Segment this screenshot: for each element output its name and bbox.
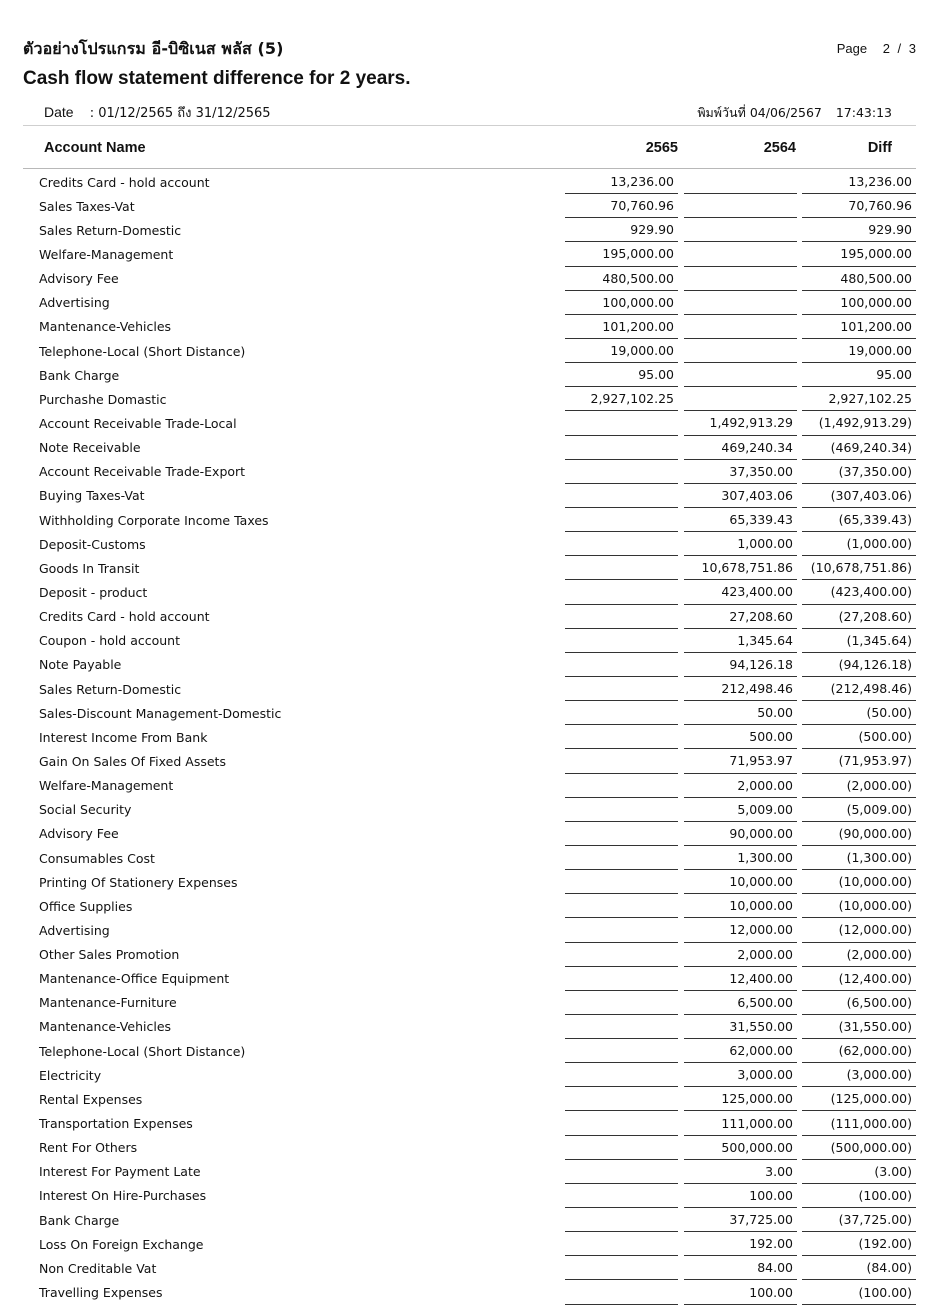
- table-row: [23, 943, 916, 967]
- amount-2565-cell: 95.00: [565, 363, 678, 387]
- table-row: [23, 1087, 916, 1111]
- account-name-cell: Bank Charge: [39, 367, 120, 383]
- amount-diff-cell: (500,000.00): [802, 1136, 916, 1160]
- table-row: [23, 556, 916, 580]
- amount-2564-cell: 2,000.00: [684, 943, 797, 967]
- amount-2564-cell: 10,678,751.86: [684, 556, 797, 580]
- amount-2565-cell: [565, 1160, 678, 1184]
- amount-2564-cell: [684, 242, 797, 266]
- table-row: [23, 218, 916, 242]
- table-row: [23, 1280, 916, 1304]
- amount-2565-cell: [565, 1256, 678, 1280]
- table-row: [23, 170, 916, 194]
- account-name-cell: Social Security: [39, 802, 132, 818]
- amount-2565-cell: [565, 1208, 678, 1232]
- amount-2564-cell: 12,400.00: [684, 967, 797, 991]
- account-name-cell: Rent For Others: [39, 1140, 138, 1156]
- amount-diff-cell: (37,350.00): [802, 460, 916, 484]
- amount-2565-cell: [565, 701, 678, 725]
- amount-2565-cell: [565, 629, 678, 653]
- amount-2564-cell: 469,240.34: [684, 436, 797, 460]
- table-row: [23, 484, 916, 508]
- amount-2565-cell: [565, 1111, 678, 1135]
- amount-diff-cell: (423,400.00): [802, 580, 916, 604]
- column-header-diff: Diff: [867, 140, 892, 156]
- amount-2565-cell: 13,236.00: [565, 170, 678, 194]
- table-row: [23, 291, 916, 315]
- column-header-year-2565: 2565: [645, 140, 678, 156]
- amount-2564-cell: 3.00: [684, 1160, 797, 1184]
- table-row: [23, 1208, 916, 1232]
- amount-diff-cell: (90,000.00): [802, 822, 916, 846]
- amount-2565-cell: [565, 894, 678, 918]
- table-row: [23, 387, 916, 411]
- table-row: [23, 918, 916, 942]
- amount-2564-cell: 212,498.46: [684, 677, 797, 701]
- table-row: [23, 701, 916, 725]
- account-name-cell: Non Creditable Vat: [39, 1260, 157, 1276]
- amount-2565-cell: [565, 460, 678, 484]
- amount-2564-cell: 10,000.00: [684, 894, 797, 918]
- account-name-cell: Mantenance-Vehicles: [39, 319, 172, 335]
- table-row: [23, 1184, 916, 1208]
- amount-2565-cell: [565, 918, 678, 942]
- account-name-cell: Printing Of Stationery Expenses: [39, 874, 238, 890]
- amount-diff-cell: (50.00): [802, 701, 916, 725]
- amount-diff-cell: (62,000.00): [802, 1039, 916, 1063]
- amount-diff-cell: (1,300.00): [802, 846, 916, 870]
- account-name-cell: Office Supplies: [39, 898, 133, 914]
- account-name-cell: Deposit - product: [39, 584, 148, 600]
- amount-2565-cell: 480,500.00: [565, 267, 678, 291]
- amount-2565-cell: 70,760.96: [565, 194, 678, 218]
- amount-diff-cell: (2,000.00): [802, 774, 916, 798]
- amount-diff-cell: (31,550.00): [802, 1015, 916, 1039]
- amount-2565-cell: [565, 725, 678, 749]
- amount-2565-cell: [565, 822, 678, 846]
- amount-diff-cell: (12,000.00): [802, 918, 916, 942]
- amount-diff-cell: (469,240.34): [802, 436, 916, 460]
- account-name-cell: Electricity: [39, 1067, 102, 1083]
- account-name-cell: Transportation Expenses: [39, 1116, 193, 1132]
- amount-2565-cell: [565, 798, 678, 822]
- amount-2565-cell: 929.90: [565, 218, 678, 242]
- report-title: Cash flow statement difference for 2 years.: [23, 68, 411, 89]
- table-row: [23, 411, 916, 435]
- amount-2565-cell: [565, 1015, 678, 1039]
- amount-diff-cell: (37,725.00): [802, 1208, 916, 1232]
- account-name-cell: Interest On Hire-Purchases: [39, 1188, 207, 1204]
- amount-diff-cell: 101,200.00: [802, 315, 916, 339]
- date-range: : 01/12/2565 ถึง 31/12/2565: [89, 106, 271, 121]
- account-name-cell: Purchashe Domastic: [39, 391, 167, 407]
- account-name-cell: Advisory Fee: [39, 271, 119, 287]
- amount-2565-cell: [565, 943, 678, 967]
- amount-diff-cell: 100,000.00: [802, 291, 916, 315]
- amount-2564-cell: [684, 339, 797, 363]
- amount-2564-cell: 62,000.00: [684, 1039, 797, 1063]
- amount-2564-cell: 27,208.60: [684, 605, 797, 629]
- table-row: [23, 629, 916, 653]
- amount-2564-cell: 192.00: [684, 1232, 797, 1256]
- amount-diff-cell: (500.00): [802, 725, 916, 749]
- table-row: [23, 363, 916, 387]
- account-name-cell: Withholding Corporate Income Taxes: [39, 512, 269, 528]
- table-row: [23, 508, 916, 532]
- header-divider-top: [23, 125, 916, 126]
- amount-2565-cell: 100,000.00: [565, 291, 678, 315]
- account-name-cell: Account Receivable Trade-Local: [39, 415, 237, 431]
- amount-2565-cell: [565, 870, 678, 894]
- column-header-year-2564: 2564: [763, 140, 796, 156]
- table-row: [23, 1256, 916, 1280]
- amount-diff-cell: (5,009.00): [802, 798, 916, 822]
- amount-2564-cell: 71,953.97: [684, 749, 797, 773]
- account-name-cell: Mantenance-Furniture: [39, 995, 177, 1011]
- amount-diff-cell: 480,500.00: [802, 267, 916, 291]
- amount-2564-cell: 6,500.00: [684, 991, 797, 1015]
- amount-diff-cell: (2,000.00): [802, 943, 916, 967]
- amount-diff-cell: (84.00): [802, 1256, 916, 1280]
- amount-diff-cell: (27,208.60): [802, 605, 916, 629]
- table-row: [23, 605, 916, 629]
- amount-2564-cell: [684, 194, 797, 218]
- amount-2564-cell: [684, 218, 797, 242]
- amount-diff-cell: 13,236.00: [802, 170, 916, 194]
- amount-diff-cell: (10,678,751.86): [802, 556, 916, 580]
- account-name-cell: Other Sales Promotion: [39, 947, 180, 963]
- amount-2564-cell: 111,000.00: [684, 1111, 797, 1135]
- account-name-cell: Consumables Cost: [39, 850, 155, 866]
- amount-2564-cell: 100.00: [684, 1280, 797, 1304]
- amount-2564-cell: 2,000.00: [684, 774, 797, 798]
- amount-2564-cell: [684, 291, 797, 315]
- amount-diff-cell: 19,000.00: [802, 339, 916, 363]
- amount-diff-cell: (94,126.18): [802, 653, 916, 677]
- amount-2565-cell: 2,927,102.25: [565, 387, 678, 411]
- amount-diff-cell: (100.00): [802, 1280, 916, 1304]
- amount-diff-cell: (100.00): [802, 1184, 916, 1208]
- amount-2565-cell: [565, 991, 678, 1015]
- account-name-cell: Credits Card - hold account: [39, 609, 210, 625]
- amount-2565-cell: [565, 677, 678, 701]
- amount-2565-cell: [565, 749, 678, 773]
- account-name-cell: Advertising: [39, 295, 110, 311]
- date-range-row: [44, 102, 271, 123]
- table-row: [23, 1136, 916, 1160]
- account-name-cell: Coupon - hold account: [39, 633, 181, 649]
- table-row: [23, 846, 916, 870]
- amount-2564-cell: 50.00: [684, 701, 797, 725]
- amount-2565-cell: [565, 1087, 678, 1111]
- printed-date: 04/06/2567: [749, 105, 822, 120]
- amount-2565-cell: [565, 1136, 678, 1160]
- table-row: [23, 870, 916, 894]
- amount-2565-cell: [565, 1280, 678, 1304]
- account-name-cell: Sales-Discount Management-Domestic: [39, 705, 282, 721]
- amount-diff-cell: (1,492,913.29): [802, 411, 916, 435]
- table-row: [23, 460, 916, 484]
- table-row: [23, 653, 916, 677]
- table-row: [23, 677, 916, 701]
- amount-2565-cell: [565, 774, 678, 798]
- account-table: [23, 170, 916, 1305]
- printed-time: 17:43:13: [835, 105, 892, 120]
- amount-2564-cell: 90,000.00: [684, 822, 797, 846]
- account-name-cell: Travelling Expenses: [39, 1285, 163, 1301]
- table-row: [23, 894, 916, 918]
- amount-2565-cell: [565, 1232, 678, 1256]
- account-name-cell: Account Receivable Trade-Export: [39, 464, 246, 480]
- account-name-cell: Telephone-Local (Short Distance): [39, 343, 246, 359]
- amount-diff-cell: (10,000.00): [802, 894, 916, 918]
- column-header-account-name: Account Name: [44, 140, 146, 156]
- table-row: [23, 749, 916, 773]
- amount-diff-cell: (71,953.97): [802, 749, 916, 773]
- table-row: [23, 532, 916, 556]
- amount-2564-cell: [684, 267, 797, 291]
- amount-2565-cell: 19,000.00: [565, 339, 678, 363]
- table-row: [23, 339, 916, 363]
- account-name-cell: Mantenance-Office Equipment: [39, 971, 230, 987]
- amount-2565-cell: [565, 484, 678, 508]
- amount-diff-cell: (1,000.00): [802, 532, 916, 556]
- account-name-cell: Sales Return-Domestic: [39, 681, 182, 697]
- amount-diff-cell: (1,345.64): [802, 629, 916, 653]
- table-row: [23, 580, 916, 604]
- date-label: Date: [44, 104, 74, 120]
- printed-label: พิมพ์วันที่: [697, 105, 746, 120]
- table-row: [23, 1160, 916, 1184]
- account-name-cell: Goods In Transit: [39, 560, 140, 576]
- account-name-cell: Interest For Payment Late: [39, 1164, 201, 1180]
- amount-2564-cell: 1,492,913.29: [684, 411, 797, 435]
- table-row: [23, 436, 916, 460]
- account-name-cell: Note Payable: [39, 657, 122, 673]
- amount-2564-cell: 94,126.18: [684, 653, 797, 677]
- account-name-cell: Note Receivable: [39, 440, 141, 456]
- amount-2564-cell: 65,339.43: [684, 508, 797, 532]
- amount-2564-cell: 307,403.06: [684, 484, 797, 508]
- amount-diff-cell: (3,000.00): [802, 1063, 916, 1087]
- table-row: [23, 194, 916, 218]
- amount-2564-cell: 100.00: [684, 1184, 797, 1208]
- amount-2564-cell: 125,000.00: [684, 1087, 797, 1111]
- table-row: [23, 315, 916, 339]
- amount-2564-cell: 12,000.00: [684, 918, 797, 942]
- amount-2564-cell: 10,000.00: [684, 870, 797, 894]
- table-row: [23, 1111, 916, 1135]
- amount-2564-cell: 423,400.00: [684, 580, 797, 604]
- amount-2564-cell: 84.00: [684, 1256, 797, 1280]
- account-table-body: [23, 170, 916, 1305]
- table-row: [23, 267, 916, 291]
- table-row: [23, 1232, 916, 1256]
- table-row: [23, 1039, 916, 1063]
- page-indicator: [837, 41, 916, 56]
- amount-2565-cell: [565, 1184, 678, 1208]
- amount-2565-cell: [565, 967, 678, 991]
- header-divider-bottom: [23, 168, 916, 169]
- amount-2565-cell: [565, 580, 678, 604]
- table-row: [23, 774, 916, 798]
- account-name-cell: Gain On Sales Of Fixed Assets: [39, 753, 226, 769]
- amount-2565-cell: [565, 846, 678, 870]
- table-row: [23, 1063, 916, 1087]
- amount-2565-cell: 195,000.00: [565, 242, 678, 266]
- account-name-cell: Sales Taxes-Vat: [39, 198, 135, 214]
- amount-diff-cell: (65,339.43): [802, 508, 916, 532]
- account-name-cell: Rental Expenses: [39, 1091, 143, 1107]
- account-name-cell: Buying Taxes-Vat: [39, 488, 145, 504]
- page-number: 2 / 3: [882, 41, 916, 56]
- amount-2564-cell: 5,009.00: [684, 798, 797, 822]
- amount-diff-cell: 70,760.96: [802, 194, 916, 218]
- table-row: [23, 725, 916, 749]
- amount-diff-cell: 929.90: [802, 218, 916, 242]
- amount-diff-cell: 2,927,102.25: [802, 387, 916, 411]
- account-name-cell: Deposit-Customs: [39, 536, 146, 552]
- page-label: Page: [836, 41, 868, 56]
- table-row: [23, 822, 916, 846]
- account-name-cell: Advisory Fee: [39, 826, 119, 842]
- amount-2564-cell: [684, 315, 797, 339]
- amount-2564-cell: [684, 170, 797, 194]
- amount-2564-cell: 500,000.00: [684, 1136, 797, 1160]
- amount-2564-cell: 1,300.00: [684, 846, 797, 870]
- table-row: [23, 967, 916, 991]
- account-name-cell: Credits Card - hold account: [39, 174, 210, 190]
- account-name-cell: Telephone-Local (Short Distance): [39, 1043, 246, 1059]
- amount-2565-cell: [565, 1039, 678, 1063]
- amount-2565-cell: [565, 1063, 678, 1087]
- amount-2565-cell: [565, 556, 678, 580]
- printed-timestamp: [697, 103, 892, 123]
- amount-2564-cell: [684, 387, 797, 411]
- account-name-cell: Interest Income From Bank: [39, 729, 208, 745]
- account-name-cell: Advertising: [39, 922, 110, 938]
- amount-2565-cell: [565, 508, 678, 532]
- amount-2564-cell: 1,345.64: [684, 629, 797, 653]
- table-row: [23, 242, 916, 266]
- amount-2565-cell: [565, 532, 678, 556]
- amount-diff-cell: (12,400.00): [802, 967, 916, 991]
- amount-2565-cell: [565, 411, 678, 435]
- table-row: [23, 1015, 916, 1039]
- amount-2564-cell: 31,550.00: [684, 1015, 797, 1039]
- amount-diff-cell: (10,000.00): [802, 870, 916, 894]
- amount-2564-cell: 3,000.00: [684, 1063, 797, 1087]
- account-name-cell: Sales Return-Domestic: [39, 222, 182, 238]
- amount-2565-cell: [565, 605, 678, 629]
- amount-diff-cell: (192.00): [802, 1232, 916, 1256]
- amount-diff-cell: 195,000.00: [802, 242, 916, 266]
- account-name-cell: Welfare-Management: [39, 778, 174, 794]
- amount-2565-cell: [565, 653, 678, 677]
- account-name-cell: Welfare-Management: [39, 246, 174, 262]
- amount-2564-cell: 1,000.00: [684, 532, 797, 556]
- table-row: [23, 991, 916, 1015]
- amount-diff-cell: (212,498.46): [802, 677, 916, 701]
- amount-diff-cell: (125,000.00): [802, 1087, 916, 1111]
- amount-2564-cell: 500.00: [684, 725, 797, 749]
- account-name-cell: Mantenance-Vehicles: [39, 1019, 172, 1035]
- amount-2565-cell: [565, 436, 678, 460]
- amount-diff-cell: (6,500.00): [802, 991, 916, 1015]
- amount-diff-cell: (111,000.00): [802, 1111, 916, 1135]
- table-row: [23, 798, 916, 822]
- account-name-cell: Loss On Foreign Exchange: [39, 1236, 204, 1252]
- amount-2564-cell: [684, 363, 797, 387]
- amount-2564-cell: 37,350.00: [684, 460, 797, 484]
- account-name-cell: Bank Charge: [39, 1212, 120, 1228]
- amount-2565-cell: 101,200.00: [565, 315, 678, 339]
- amount-diff-cell: 95.00: [802, 363, 916, 387]
- amount-2564-cell: 37,725.00: [684, 1208, 797, 1232]
- company-name: ตัวอย่างโปรแกรม อี-บิซิเนส พลัส (5): [23, 39, 284, 58]
- amount-diff-cell: (3.00): [802, 1160, 916, 1184]
- amount-diff-cell: (307,403.06): [802, 484, 916, 508]
